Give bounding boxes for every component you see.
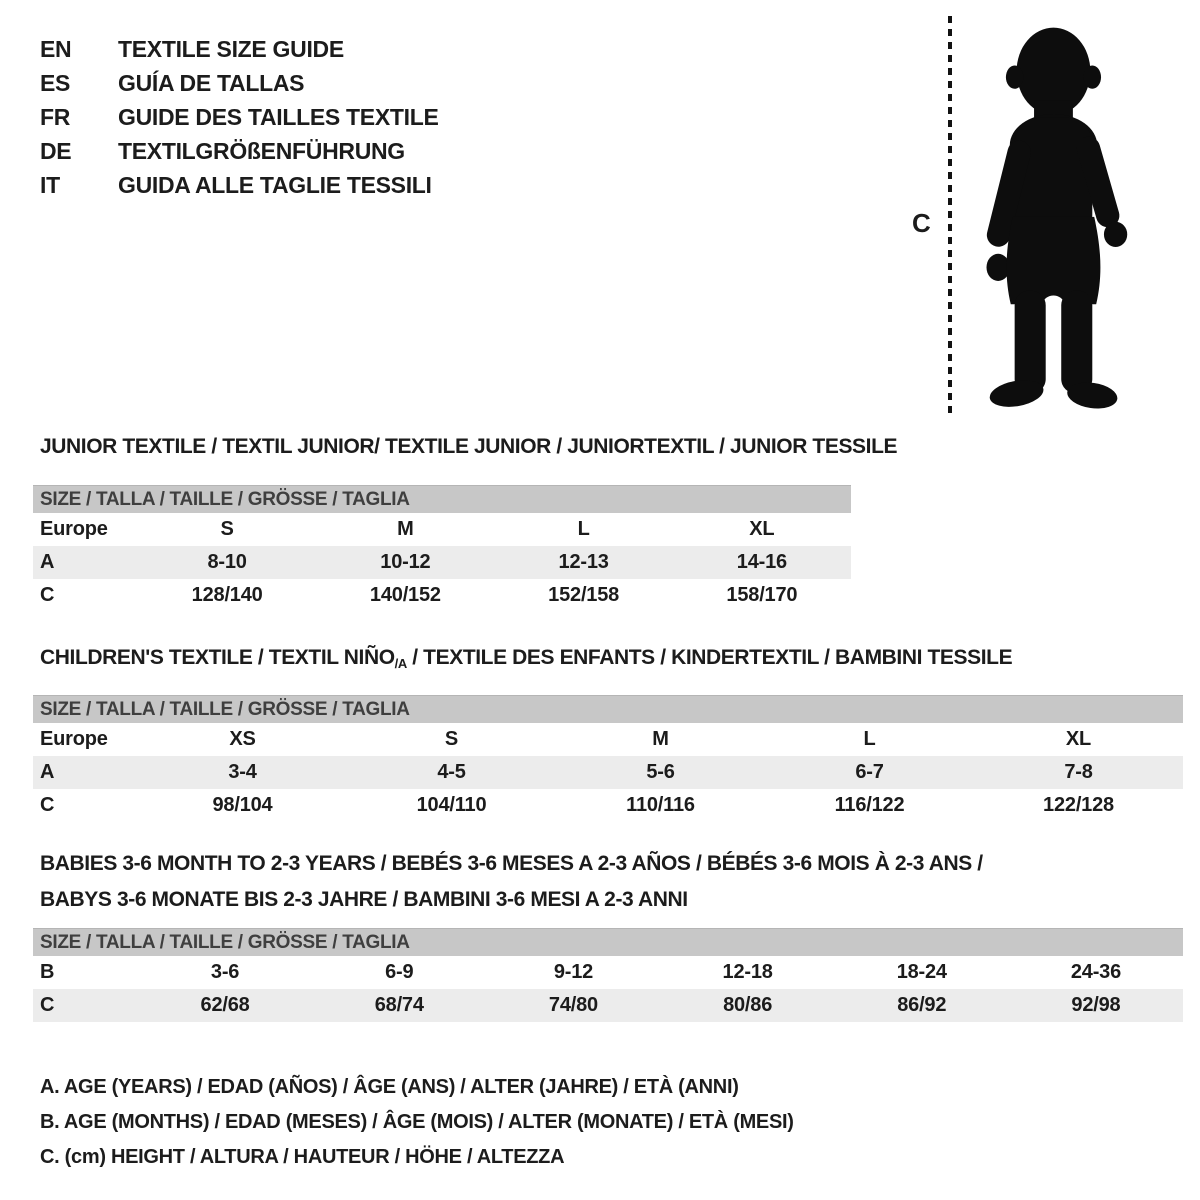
language-row-de <box>40 134 439 168</box>
section-children-textile <box>33 646 1183 822</box>
age-cell: 7-8 <box>1064 761 1093 783</box>
table-row-age <box>33 546 851 579</box>
language-code: EN <box>40 35 72 62</box>
height-cell: 110/116 <box>626 794 695 816</box>
height-cell: 98/104 <box>212 794 273 816</box>
legend-line-a: A. AGE (YEARS) / EDAD (AÑOS) / ÂGE (ANS) / ALTER (JAHRE) / ETÀ (ANNI) <box>40 1076 739 1098</box>
height-cell: 80/86 <box>723 994 773 1016</box>
months-cell: 6-9 <box>385 961 414 983</box>
size-cell: XL <box>749 518 775 540</box>
age-cell: 5-6 <box>646 761 675 783</box>
height-c-label: C <box>912 208 931 238</box>
table-row-age <box>33 756 1183 789</box>
guide-title-fr: GUIDE DES TAILLES TEXTILE <box>118 103 439 130</box>
table-row-height <box>33 579 851 612</box>
babies-size-table <box>33 928 1183 1022</box>
height-cell: 86/92 <box>897 994 947 1016</box>
size-header-bar: SIZE / TALLA / TAILLE / GRÖSSE / TAGLIA <box>33 928 1183 956</box>
language-code: IT <box>40 171 60 198</box>
row-label: A <box>40 551 55 573</box>
height-cell: 128/140 <box>191 584 263 606</box>
age-cell: 10-12 <box>380 551 431 573</box>
table-row-height <box>33 989 1183 1022</box>
age-cell: 3-4 <box>228 761 257 783</box>
title-sub: /A <box>394 656 407 671</box>
children-section-title <box>33 646 1183 671</box>
children-size-table <box>33 695 1183 822</box>
guide-title-es: GUÍA DE TALLAS <box>118 69 305 96</box>
size-cell: S <box>220 518 234 540</box>
age-cell: 6-7 <box>855 761 884 783</box>
months-cell: 3-6 <box>210 961 240 983</box>
toddler-silhouette-icon <box>970 14 1135 414</box>
age-cell: 14-16 <box>736 551 787 573</box>
legend-line-b: B. AGE (MONTHS) / EDAD (MESES) / ÂGE (MOIS) / ALTER (MONATE) / ETÀ (MESI) <box>40 1111 794 1133</box>
months-cell: 24-36 <box>1070 961 1122 983</box>
section-junior-textile <box>33 435 898 612</box>
height-measure-figure <box>900 12 1162 420</box>
language-row-fr <box>40 100 439 134</box>
language-row-en <box>40 32 439 66</box>
table-row-europe <box>33 723 1183 756</box>
size-cell: S <box>444 728 459 750</box>
height-dashed-line <box>948 16 952 414</box>
row-label: Europe <box>40 518 108 540</box>
language-row-it <box>40 168 439 202</box>
table-row-months <box>33 956 1183 989</box>
junior-section-title: JUNIOR TEXTILE / TEXTIL JUNIOR/ TEXTILE JUNIOR / JUNIORTEXTIL / JUNIOR TESSILE <box>40 435 898 458</box>
months-cell: 9-12 <box>553 961 594 983</box>
guide-title-it: GUIDA ALLE TAGLIE TESSILI <box>118 171 432 198</box>
table-row-height <box>33 789 1183 822</box>
babies-title-line2: BABYS 3-6 MONATE BIS 2-3 JAHRE / BAMBINI 3-6 MESI A 2-3 ANNI <box>40 888 688 911</box>
size-header-bar: SIZE / TALLA / TAILLE / GRÖSSE / TAGLIA <box>33 695 1183 723</box>
height-cell: 74/80 <box>548 994 598 1016</box>
title-pre: CHILDREN'S TEXTILE / TEXTIL NIÑO <box>40 646 395 669</box>
height-cell: 68/74 <box>374 994 424 1016</box>
size-cell: XL <box>1065 728 1092 750</box>
months-cell: 12-18 <box>722 961 773 983</box>
height-cell: 92/98 <box>1071 994 1121 1016</box>
height-cell: 104/110 <box>416 794 487 816</box>
legend-line-c: C. (cm) HEIGHT / ALTURA / HAUTEUR / HÖHE / ALTEZZA <box>40 1146 565 1168</box>
size-cell: L <box>863 728 876 750</box>
language-code: DE <box>40 137 72 164</box>
title-post: / TEXTILE DES ENFANTS / KINDERTEXTIL / BAMBINI TESSILE <box>406 646 1013 669</box>
age-cell: 12-13 <box>558 551 609 573</box>
age-cell: 8-10 <box>207 551 247 573</box>
size-cell: M <box>397 518 414 540</box>
size-header-bar: SIZE / TALLA / TAILLE / GRÖSSE / TAGLIA <box>33 485 851 513</box>
size-cell: L <box>577 518 590 540</box>
row-label: C <box>40 994 55 1016</box>
months-cell: 18-24 <box>896 961 947 983</box>
table-row-europe <box>33 513 851 546</box>
height-cell: 158/170 <box>726 584 798 606</box>
language-code: FR <box>40 103 71 130</box>
row-label: C <box>40 794 55 816</box>
guide-title-de: TEXTILGRÖßENFÜHRUNG <box>118 137 405 164</box>
row-label: Europe <box>40 728 108 750</box>
size-cell: M <box>652 728 669 750</box>
language-row-es <box>40 66 439 100</box>
language-code: ES <box>40 69 71 96</box>
size-cell: XS <box>229 728 256 750</box>
guide-title-en: TEXTILE SIZE GUIDE <box>118 35 344 62</box>
junior-size-table <box>33 485 851 612</box>
language-title-list <box>40 32 439 202</box>
height-cell: 122/128 <box>1043 794 1114 816</box>
row-label: B <box>40 961 55 983</box>
height-cell: 152/158 <box>548 584 620 606</box>
height-cell: 140/152 <box>369 584 441 606</box>
age-cell: 4-5 <box>437 761 466 783</box>
babies-title-line1: BABIES 3-6 MONTH TO 2-3 YEARS / BEBÉS 3-6 MESES A 2-3 AÑOS / BÉBÉS 3-6 MOIS À 2-3 ANS / <box>40 852 983 875</box>
section-babies <box>33 846 1183 1022</box>
babies-section-title <box>33 846 1183 918</box>
height-cell: 62/68 <box>200 994 250 1016</box>
row-label: C <box>40 584 55 606</box>
measurement-legend <box>40 1070 794 1175</box>
row-label: A <box>40 761 55 783</box>
height-cell: 116/122 <box>834 794 905 816</box>
